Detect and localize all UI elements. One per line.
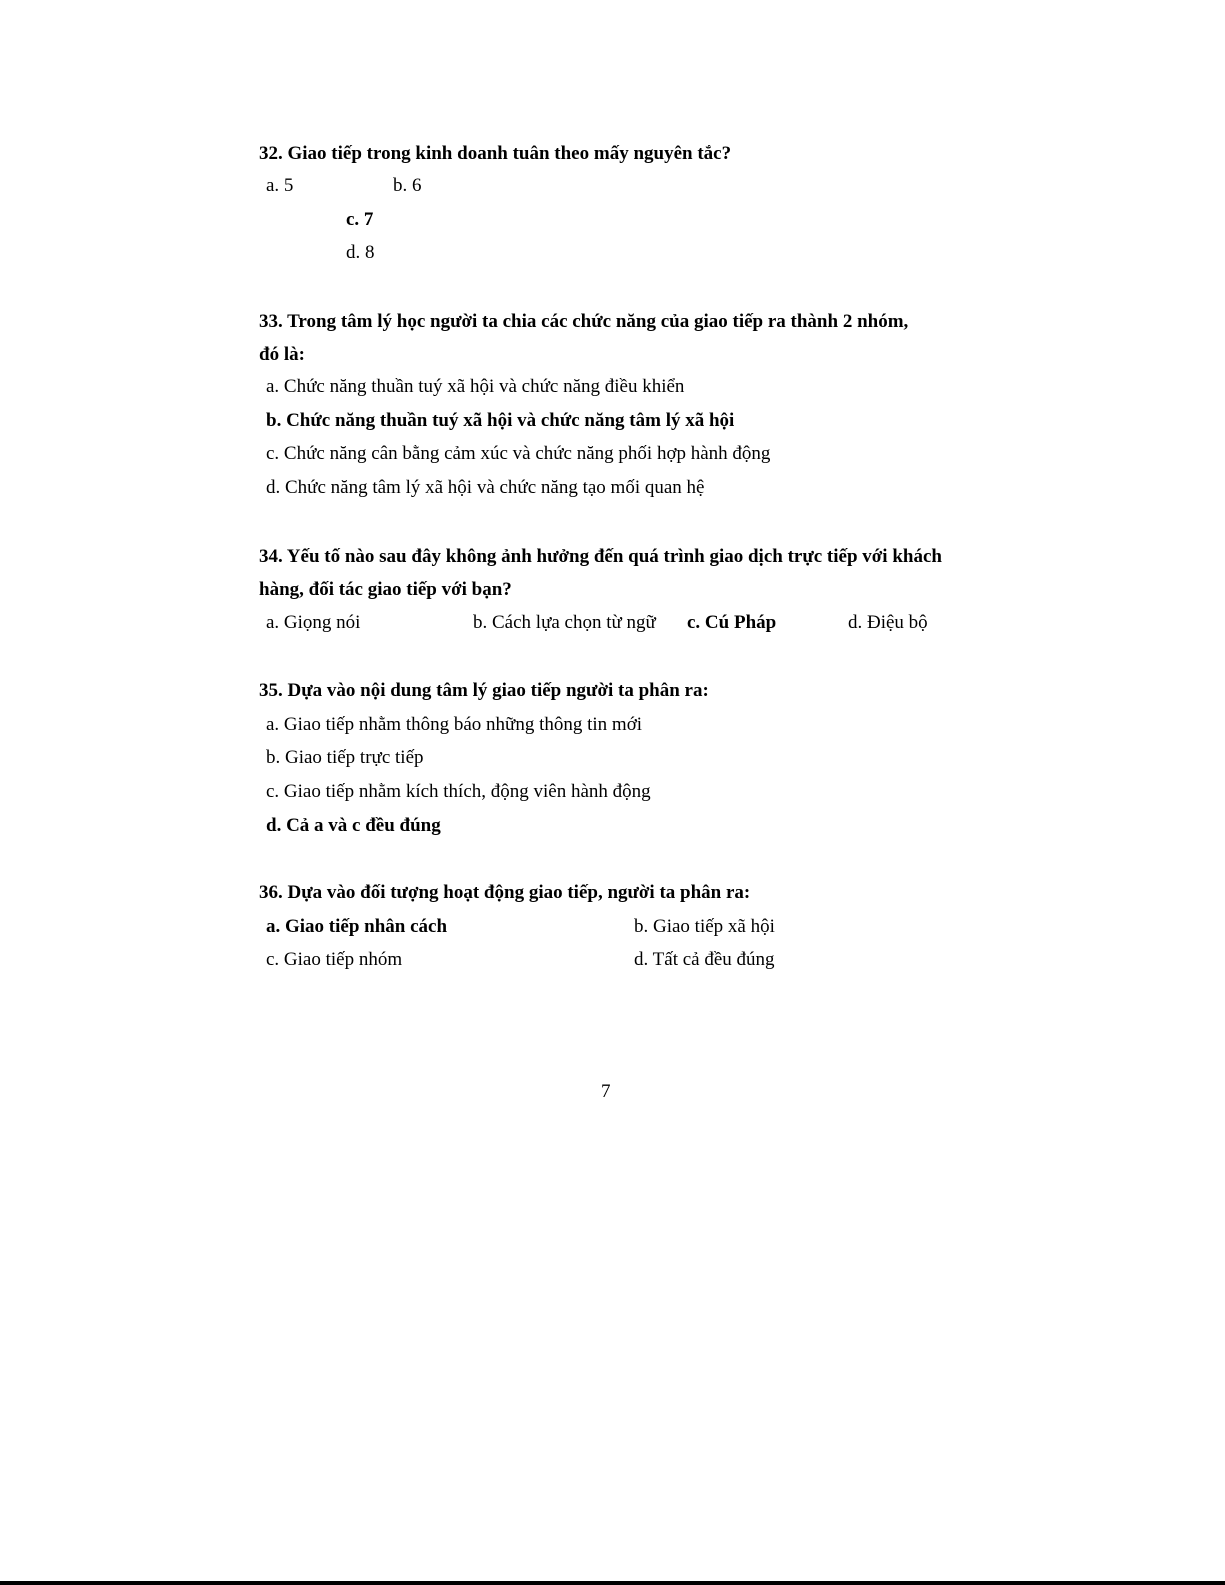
q34-option-a: a. Giọng nói xyxy=(266,612,361,633)
bottom-border-line xyxy=(0,1581,1225,1585)
q35-option-a: a. Giao tiếp nhằm thông báo những thông tin mới xyxy=(266,714,643,735)
q36-stem: 36. Dựa vào đối tượng hoạt động giao tiếp, người ta phân ra: xyxy=(259,882,751,903)
q33-option-a: a. Chức năng thuần tuý xã hội và chức năng điều khiển xyxy=(266,376,685,397)
q33-option-c: c. Chức năng cân bằng cảm xúc và chức năng phối hợp hành động xyxy=(266,443,771,464)
q34-option-b: b. Cách lựa chọn từ ngữ xyxy=(473,612,656,633)
page-number: 7 xyxy=(601,1081,611,1102)
q35-option-c: c. Giao tiếp nhằm kích thích, động viên hành động xyxy=(266,781,651,802)
q34-stem-line2: hàng, đối tác giao tiếp với bạn? xyxy=(259,579,512,600)
q36-option-d: d. Tất cả đều đúng xyxy=(634,949,775,970)
q35-option-b: b. Giao tiếp trực tiếp xyxy=(266,747,424,768)
q32-option-d: d. 8 xyxy=(346,242,375,263)
q33-stem-line1: 33. Trong tâm lý học người ta chia các chức năng của giao tiếp ra thành 2 nhóm, xyxy=(259,311,909,332)
q34-stem-line1: 34. Yếu tố nào sau đây không ảnh hưởng đến quá trình giao dịch trực tiếp với khách xyxy=(259,546,942,567)
q36-option-c: c. Giao tiếp nhóm xyxy=(266,949,403,970)
q32-option-b: b. 6 xyxy=(393,175,422,196)
q33-stem-line2: đó là: xyxy=(259,344,305,365)
q36-option-a-answer: a. Giao tiếp nhân cách xyxy=(266,916,448,937)
q34-option-d: d. Điệu bộ xyxy=(848,612,928,633)
q34-option-c-answer: c. Cú Pháp xyxy=(687,612,777,633)
q32-option-a: a. 5 xyxy=(266,175,294,196)
q35-stem: 35. Dựa vào nội dung tâm lý giao tiếp người ta phân ra: xyxy=(259,680,709,701)
q33-option-b-answer: b. Chức năng thuần tuý xã hội và chức năng tâm lý xã hội xyxy=(266,410,735,431)
q36-option-b: b. Giao tiếp xã hội xyxy=(634,916,775,937)
q33-option-d: d. Chức năng tâm lý xã hội và chức năng tạo mối quan hệ xyxy=(266,477,705,498)
q32-stem: 32. Giao tiếp trong kinh doanh tuân theo mấy nguyên tắc? xyxy=(259,143,732,164)
q32-option-c-answer: c. 7 xyxy=(346,209,374,230)
q35-option-d-answer: d. Cả a và c đều đúng xyxy=(266,815,441,836)
